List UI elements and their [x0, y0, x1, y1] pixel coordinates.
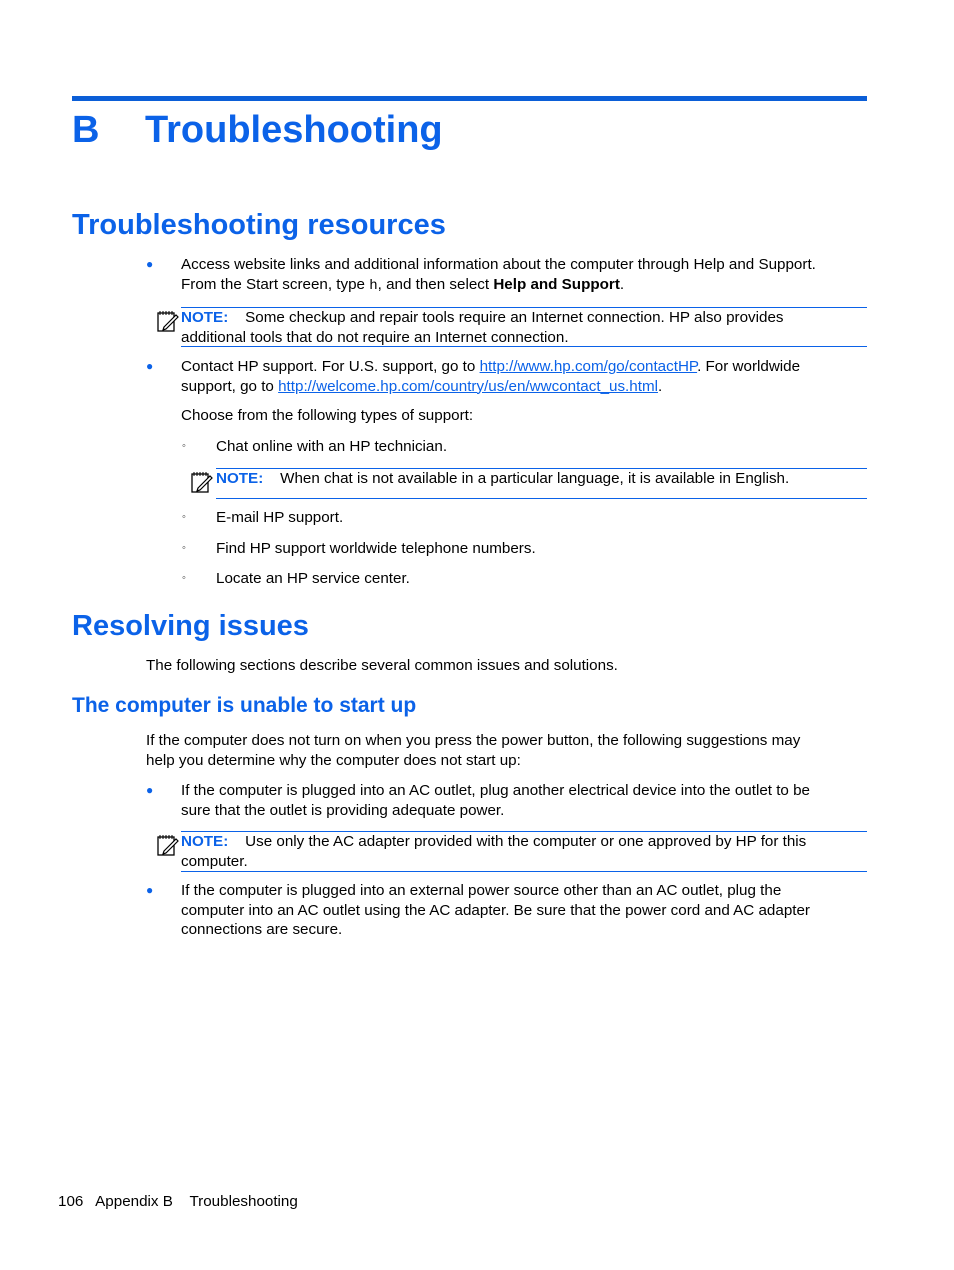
note-line: additional tools that do not require an Internet connection. [181, 328, 569, 346]
worldwide-contact-link[interactable]: http://welcome.hp.com/country/us/en/wwcontact_us.html [278, 377, 658, 395]
choose-support-text: Choose from the following types of support: [181, 407, 474, 424]
code-text: h [369, 277, 378, 294]
note-pad-icon [156, 309, 180, 338]
bullet-line: Access website links and additional information about the computer through Help and Support. [181, 256, 816, 273]
bullet-icon: ● [146, 883, 154, 897]
sub-bullet-icon: ◦ [182, 440, 186, 452]
note-box [216, 468, 867, 499]
bullet-line: sure that the outlet is providing adequate power. [181, 801, 505, 819]
bullet-icon: ● [146, 257, 154, 271]
bullet-line: computer into an AC outlet using the AC adapter. Be sure that the power cord and AC adapter [181, 901, 810, 919]
page-number: 106 [58, 1193, 84, 1210]
sub-item-email: E-mail HP support. [216, 509, 344, 526]
subsection-heading-unable-to-start: The computer is unable to start up [72, 694, 417, 717]
note-label: NOTE: [216, 470, 264, 487]
bullet-item-external-power [181, 881, 871, 940]
note-pad-icon [156, 833, 180, 862]
note-line: NOTE: When chat is not available in a particular language, it is available in English. [216, 470, 790, 487]
note-line: computer. [181, 852, 248, 870]
bullet-line: If the computer is plugged into an AC outlet, plug another electrical device into the outlet to be [181, 782, 810, 799]
page-footer [58, 1192, 298, 1211]
contact-hp-link[interactable]: http://www.hp.com/go/contactHP [479, 358, 698, 375]
start-up-intro [146, 731, 866, 770]
chapter-rule [72, 96, 867, 101]
intro-line: If the computer does not turn on when you press the power button, the following suggestions may [146, 732, 801, 749]
sub-bullet-icon: ◦ [182, 572, 186, 584]
note-label: NOTE: [181, 833, 229, 850]
chapter-title: Troubleshooting [145, 109, 443, 151]
sub-item-chat: Chat online with an HP technician. [216, 438, 448, 455]
bullet-item-ac-outlet [181, 781, 871, 820]
intro-line: help you determine why the computer does not start up: [146, 751, 521, 769]
footer-title: Troubleshooting [189, 1193, 298, 1210]
sub-bullet-icon: ◦ [182, 511, 186, 523]
note-pad-icon [190, 470, 214, 499]
bullet-line: Contact HP support. For U.S. support, go to http://www.hp.com/go/contactHP. For worldwide [181, 358, 801, 375]
bullet-line: connections are secure. [181, 921, 343, 938]
note-label: NOTE: [181, 309, 229, 326]
bullet-line: support, go to http://welcome.hp.com/country/us/en/wwcontact_us.html. [181, 377, 663, 395]
chapter-letter: B [72, 109, 100, 151]
section-heading-resolving-issues: Resolving issues [72, 610, 309, 642]
bullet-line: From the Start screen, type h, and then select Help and Support. [181, 275, 625, 294]
note-line: NOTE: Use only the AC adapter provided with the computer or one approved by HP for this [181, 833, 807, 850]
bullet-icon: ● [146, 359, 154, 373]
sub-item-service-center: Locate an HP service center. [216, 570, 410, 587]
bullet-icon: ● [146, 783, 154, 797]
footer-appendix: Appendix B [95, 1193, 173, 1210]
sub-item-phone: Find HP support worldwide telephone numbers. [216, 540, 536, 557]
bullet-line: If the computer is plugged into an external power source other than an AC outlet, plug the [181, 882, 782, 899]
resolving-intro: The following sections describe several common issues and solutions. [146, 657, 618, 674]
sub-bullet-icon: ◦ [182, 542, 186, 554]
bullet-item-contact-support [181, 357, 871, 396]
bold-text: Help and Support [493, 275, 620, 293]
note-box [181, 831, 867, 872]
section-heading-troubleshooting-resources: Troubleshooting resources [72, 209, 446, 241]
note-box [181, 307, 867, 347]
note-line: NOTE: Some checkup and repair tools require an Internet connection. HP also provides [181, 309, 784, 326]
bullet-item-help-support [181, 255, 871, 296]
